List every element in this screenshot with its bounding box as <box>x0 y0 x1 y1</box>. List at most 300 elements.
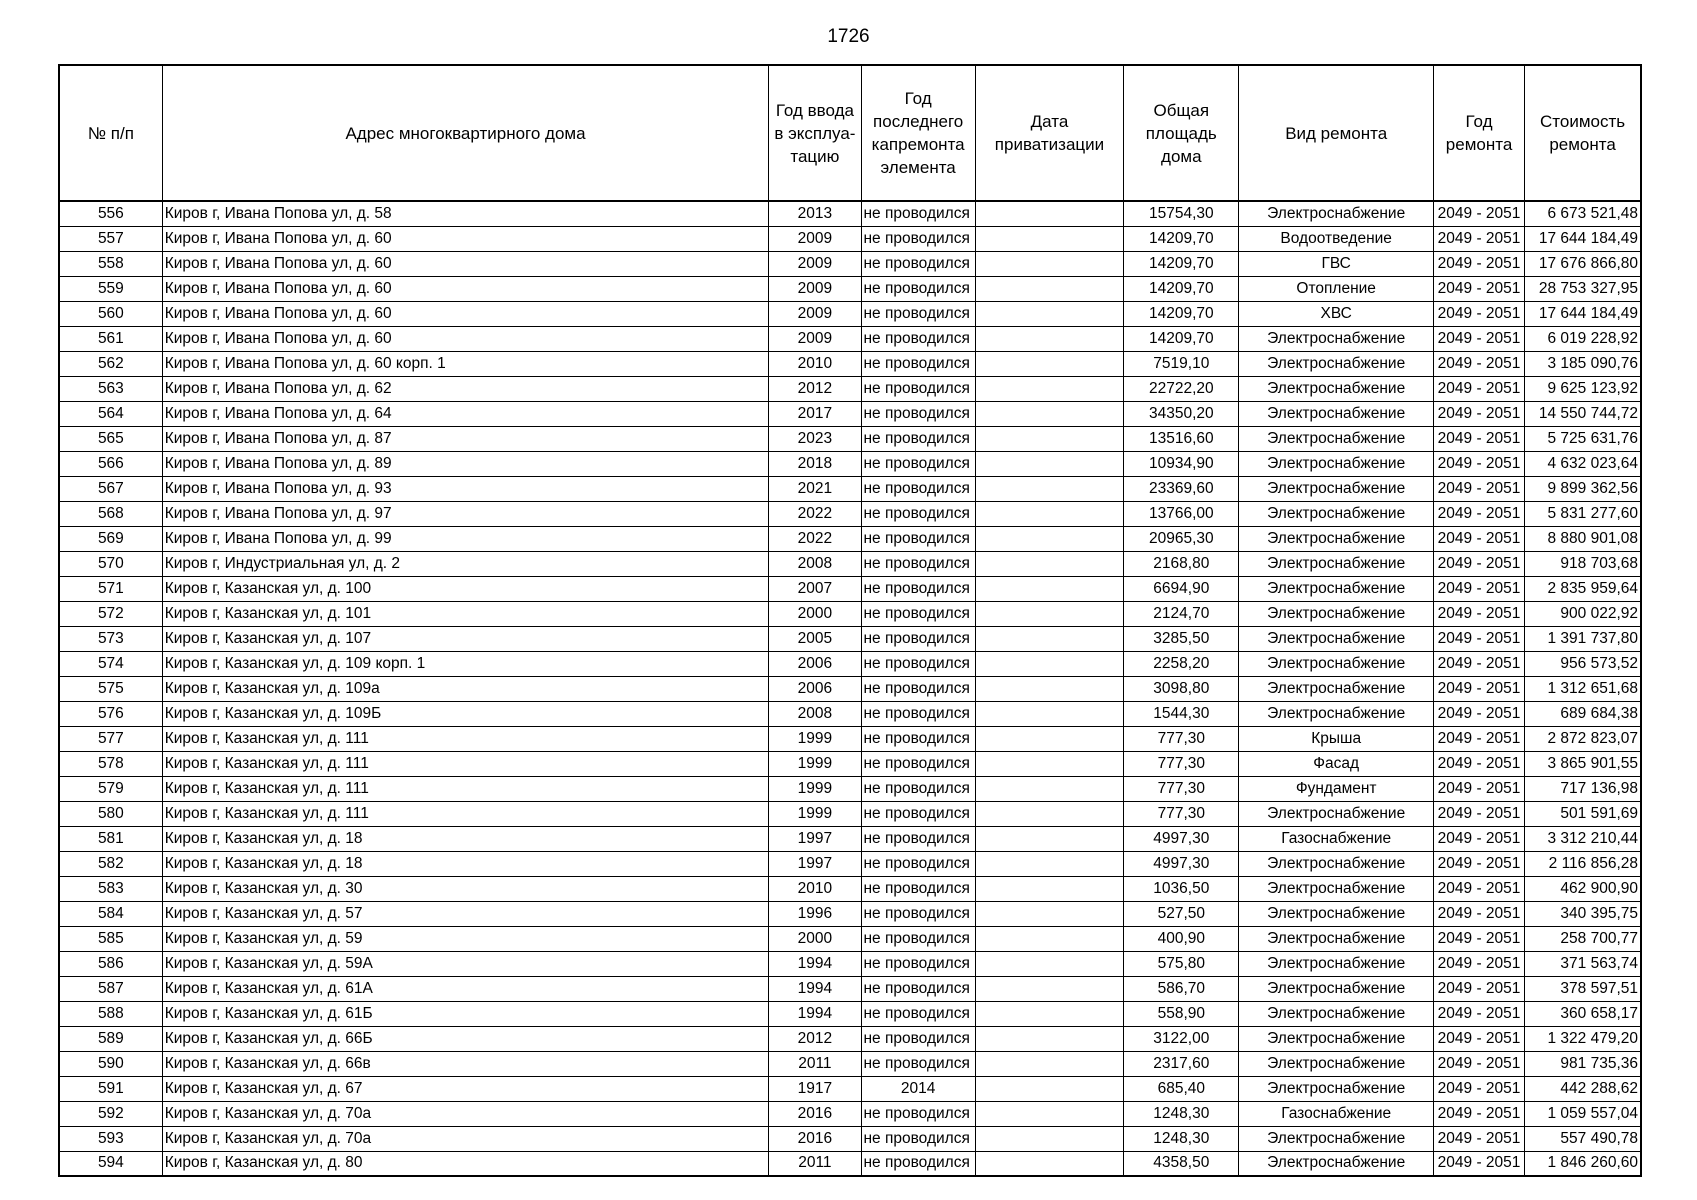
row-repair-type: Электроснабжение <box>1239 901 1433 926</box>
row-repair-year: 2049 - 2051 <box>1433 626 1524 651</box>
row-area: 13516,60 <box>1124 426 1239 451</box>
row-privatization <box>975 651 1123 676</box>
row-num: 567 <box>59 476 162 501</box>
row-area: 15754,30 <box>1124 201 1239 226</box>
row-repair-type: Электроснабжение <box>1239 576 1433 601</box>
table-row <box>59 676 1641 701</box>
row-num: 594 <box>59 1151 162 1176</box>
row-privatization <box>975 301 1123 326</box>
header-last-repair: Год последнего капремонта элемента <box>861 65 975 201</box>
row-area: 558,90 <box>1124 1001 1239 1026</box>
row-cost: 689 684,38 <box>1525 701 1641 726</box>
row-area: 2258,20 <box>1124 651 1239 676</box>
row-address: Киров г, Казанская ул, д. 67 <box>162 1076 769 1101</box>
row-repair-year: 2049 - 2051 <box>1433 701 1524 726</box>
row-repair-year: 2049 - 2051 <box>1433 251 1524 276</box>
row-area: 575,80 <box>1124 951 1239 976</box>
row-num: 565 <box>59 426 162 451</box>
row-year-built: 2009 <box>769 251 861 276</box>
row-num: 564 <box>59 401 162 426</box>
row-year-built: 2000 <box>769 601 861 626</box>
table-row <box>59 701 1641 726</box>
row-num: 571 <box>59 576 162 601</box>
row-last-repair: не проводился <box>861 226 975 251</box>
row-repair-type: Электроснабжение <box>1239 551 1433 576</box>
row-repair-type: Электроснабжение <box>1239 1151 1433 1176</box>
row-cost: 14 550 744,72 <box>1525 401 1641 426</box>
row-privatization <box>975 226 1123 251</box>
row-year-built: 2016 <box>769 1101 861 1126</box>
row-last-repair: не проводился <box>861 501 975 526</box>
row-repair-type: Газоснабжение <box>1239 826 1433 851</box>
table-row <box>59 851 1641 876</box>
row-privatization <box>975 426 1123 451</box>
row-area: 3285,50 <box>1124 626 1239 651</box>
row-num: 576 <box>59 701 162 726</box>
row-address: Киров г, Ивана Попова ул, д. 87 <box>162 426 769 451</box>
row-repair-year: 2049 - 2051 <box>1433 476 1524 501</box>
row-address: Киров г, Казанская ул, д. 18 <box>162 851 769 876</box>
row-privatization <box>975 1151 1123 1176</box>
row-cost: 3 185 090,76 <box>1525 351 1641 376</box>
header-address: Адрес многоквартирного дома <box>162 65 769 201</box>
row-year-built: 2012 <box>769 1026 861 1051</box>
row-repair-type: Газоснабжение <box>1239 1101 1433 1126</box>
row-repair-year: 2049 - 2051 <box>1433 201 1524 226</box>
row-cost: 918 703,68 <box>1525 551 1641 576</box>
row-year-built: 2006 <box>769 651 861 676</box>
row-last-repair: не проводился <box>861 601 975 626</box>
row-repair-year: 2049 - 2051 <box>1433 576 1524 601</box>
row-privatization <box>975 1076 1123 1101</box>
row-year-built: 2007 <box>769 576 861 601</box>
row-num: 583 <box>59 876 162 901</box>
header-cost: Стоимость ремонта <box>1525 65 1641 201</box>
row-privatization <box>975 976 1123 1001</box>
row-cost: 17 644 184,49 <box>1525 301 1641 326</box>
row-address: Киров г, Казанская ул, д. 101 <box>162 601 769 626</box>
row-cost: 258 700,77 <box>1525 926 1641 951</box>
row-area: 22722,20 <box>1124 376 1239 401</box>
row-repair-year: 2049 - 2051 <box>1433 1151 1524 1176</box>
row-privatization <box>975 926 1123 951</box>
row-year-built: 2017 <box>769 401 861 426</box>
row-num: 588 <box>59 1001 162 1026</box>
row-repair-type: Фасад <box>1239 751 1433 776</box>
row-privatization <box>975 601 1123 626</box>
row-repair-year: 2049 - 2051 <box>1433 451 1524 476</box>
row-repair-year: 2049 - 2051 <box>1433 901 1524 926</box>
row-year-built: 1999 <box>769 801 861 826</box>
table-row <box>59 651 1641 676</box>
row-num: 577 <box>59 726 162 751</box>
row-last-repair: не проводился <box>861 1101 975 1126</box>
row-address: Киров г, Ивана Попова ул, д. 62 <box>162 376 769 401</box>
row-privatization <box>975 501 1123 526</box>
row-privatization <box>975 376 1123 401</box>
row-last-repair: не проводился <box>861 351 975 376</box>
row-year-built: 1997 <box>769 826 861 851</box>
row-cost: 360 658,17 <box>1525 1001 1641 1026</box>
row-year-built: 2022 <box>769 526 861 551</box>
table-row <box>59 251 1641 276</box>
row-num: 581 <box>59 826 162 851</box>
row-num: 570 <box>59 551 162 576</box>
table-row <box>59 501 1641 526</box>
row-address: Киров г, Казанская ул, д. 57 <box>162 901 769 926</box>
table-row <box>59 1051 1641 1076</box>
row-last-repair: не проводился <box>861 726 975 751</box>
row-cost: 3 865 901,55 <box>1525 751 1641 776</box>
row-num: 586 <box>59 951 162 976</box>
row-privatization <box>975 526 1123 551</box>
row-cost: 2 835 959,64 <box>1525 576 1641 601</box>
row-cost: 1 391 737,80 <box>1525 626 1641 651</box>
row-last-repair: не проводился <box>861 451 975 476</box>
table-row <box>59 826 1641 851</box>
row-area: 34350,20 <box>1124 401 1239 426</box>
row-privatization <box>975 1101 1123 1126</box>
row-num: 579 <box>59 776 162 801</box>
row-cost: 501 591,69 <box>1525 801 1641 826</box>
row-num: 566 <box>59 451 162 476</box>
row-address: Киров г, Казанская ул, д. 111 <box>162 726 769 751</box>
row-last-repair: не проводился <box>861 1151 975 1176</box>
row-repair-year: 2049 - 2051 <box>1433 1126 1524 1151</box>
row-area: 14209,70 <box>1124 326 1239 351</box>
row-area: 14209,70 <box>1124 276 1239 301</box>
row-num: 589 <box>59 1026 162 1051</box>
row-last-repair: не проводился <box>861 326 975 351</box>
row-num: 575 <box>59 676 162 701</box>
row-year-built: 2010 <box>769 876 861 901</box>
row-repair-year: 2049 - 2051 <box>1433 1076 1524 1101</box>
row-cost: 2 116 856,28 <box>1525 851 1641 876</box>
row-privatization <box>975 826 1123 851</box>
row-cost: 9 625 123,92 <box>1525 376 1641 401</box>
row-repair-year: 2049 - 2051 <box>1433 851 1524 876</box>
row-area: 2317,60 <box>1124 1051 1239 1076</box>
row-repair-type: Крыша <box>1239 726 1433 751</box>
row-repair-type: Электроснабжение <box>1239 201 1433 226</box>
row-privatization <box>975 1001 1123 1026</box>
row-privatization <box>975 626 1123 651</box>
row-address: Киров г, Ивана Попова ул, д. 60 <box>162 326 769 351</box>
row-repair-type: Фундамент <box>1239 776 1433 801</box>
row-area: 14209,70 <box>1124 251 1239 276</box>
row-privatization <box>975 851 1123 876</box>
header-year-built: Год ввода в эксплуа-тацию <box>769 65 861 201</box>
row-year-built: 2009 <box>769 226 861 251</box>
row-area: 777,30 <box>1124 801 1239 826</box>
row-repair-type: Электроснабжение <box>1239 326 1433 351</box>
table-row <box>59 1026 1641 1051</box>
row-year-built: 2009 <box>769 301 861 326</box>
table-row <box>59 776 1641 801</box>
table-row <box>59 226 1641 251</box>
row-year-built: 2009 <box>769 276 861 301</box>
row-year-built: 1994 <box>769 976 861 1001</box>
row-last-repair: не проводился <box>861 951 975 976</box>
row-num: 560 <box>59 301 162 326</box>
row-area: 4997,30 <box>1124 826 1239 851</box>
row-last-repair: не проводился <box>861 701 975 726</box>
row-area: 4358,50 <box>1124 1151 1239 1176</box>
row-repair-type: Электроснабжение <box>1239 526 1433 551</box>
row-last-repair: не проводился <box>861 826 975 851</box>
row-repair-type: Отопление <box>1239 276 1433 301</box>
row-privatization <box>975 351 1123 376</box>
row-repair-year: 2049 - 2051 <box>1433 326 1524 351</box>
row-address: Киров г, Казанская ул, д. 59А <box>162 951 769 976</box>
row-repair-type: Электроснабжение <box>1239 1001 1433 1026</box>
row-last-repair: не проводился <box>861 401 975 426</box>
table-row <box>59 1076 1641 1101</box>
row-privatization <box>975 251 1123 276</box>
row-last-repair: не проводился <box>861 276 975 301</box>
row-repair-year: 2049 - 2051 <box>1433 276 1524 301</box>
row-cost: 4 632 023,64 <box>1525 451 1641 476</box>
row-last-repair: не проводился <box>861 901 975 926</box>
row-address: Киров г, Ивана Попова ул, д. 60 <box>162 226 769 251</box>
row-address: Киров г, Ивана Попова ул, д. 60 <box>162 276 769 301</box>
row-area: 685,40 <box>1124 1076 1239 1101</box>
row-privatization <box>975 1126 1123 1151</box>
row-address: Киров г, Казанская ул, д. 111 <box>162 801 769 826</box>
table-row <box>59 201 1641 226</box>
table-row <box>59 276 1641 301</box>
row-repair-type: Электроснабжение <box>1239 851 1433 876</box>
row-num: 572 <box>59 601 162 626</box>
header-num: № п/п <box>59 65 162 201</box>
row-repair-type: Электроснабжение <box>1239 651 1433 676</box>
row-repair-type: Электроснабжение <box>1239 426 1433 451</box>
row-repair-year: 2049 - 2051 <box>1433 801 1524 826</box>
row-last-repair: не проводился <box>861 876 975 901</box>
row-last-repair: 2014 <box>861 1076 975 1101</box>
row-privatization <box>975 1026 1123 1051</box>
row-year-built: 2011 <box>769 1051 861 1076</box>
row-area: 777,30 <box>1124 751 1239 776</box>
row-repair-year: 2049 - 2051 <box>1433 401 1524 426</box>
table-row <box>59 351 1641 376</box>
table-row <box>59 526 1641 551</box>
row-last-repair: не проводился <box>861 926 975 951</box>
row-repair-type: Электроснабжение <box>1239 376 1433 401</box>
row-address: Киров г, Казанская ул, д. 111 <box>162 751 769 776</box>
table-row <box>59 326 1641 351</box>
table-row <box>59 926 1641 951</box>
row-cost: 717 136,98 <box>1525 776 1641 801</box>
table-row <box>59 901 1641 926</box>
header-area: Общая площадь дома <box>1124 65 1239 201</box>
row-cost: 17 676 866,80 <box>1525 251 1641 276</box>
row-cost: 1 322 479,20 <box>1525 1026 1641 1051</box>
table-row <box>59 1101 1641 1126</box>
row-repair-type: Электроснабжение <box>1239 701 1433 726</box>
row-repair-year: 2049 - 2051 <box>1433 776 1524 801</box>
row-area: 10934,90 <box>1124 451 1239 476</box>
row-repair-year: 2049 - 2051 <box>1433 551 1524 576</box>
table-row <box>59 451 1641 476</box>
row-last-repair: не проводился <box>861 976 975 1001</box>
row-privatization <box>975 451 1123 476</box>
row-address: Киров г, Казанская ул, д. 109 корп. 1 <box>162 651 769 676</box>
row-year-built: 1994 <box>769 1001 861 1026</box>
table-row <box>59 951 1641 976</box>
row-last-repair: не проводился <box>861 651 975 676</box>
row-repair-year: 2049 - 2051 <box>1433 751 1524 776</box>
row-year-built: 2013 <box>769 201 861 226</box>
row-repair-year: 2049 - 2051 <box>1433 976 1524 1001</box>
row-privatization <box>975 676 1123 701</box>
row-last-repair: не проводился <box>861 251 975 276</box>
table-row <box>59 376 1641 401</box>
row-repair-year: 2049 - 2051 <box>1433 601 1524 626</box>
row-last-repair: не проводился <box>861 1001 975 1026</box>
row-cost: 1 059 557,04 <box>1525 1101 1641 1126</box>
row-repair-type: Электроснабжение <box>1239 501 1433 526</box>
row-repair-year: 2049 - 2051 <box>1433 1026 1524 1051</box>
row-last-repair: не проводился <box>861 776 975 801</box>
row-last-repair: не проводился <box>861 626 975 651</box>
row-address: Киров г, Казанская ул, д. 107 <box>162 626 769 651</box>
row-cost: 956 573,52 <box>1525 651 1641 676</box>
row-last-repair: не проводился <box>861 801 975 826</box>
row-cost: 462 900,90 <box>1525 876 1641 901</box>
row-last-repair: не проводился <box>861 1126 975 1151</box>
table-row <box>59 401 1641 426</box>
row-last-repair: не проводился <box>861 201 975 226</box>
row-repair-type: Электроснабжение <box>1239 351 1433 376</box>
row-cost: 340 395,75 <box>1525 901 1641 926</box>
row-repair-type: Электроснабжение <box>1239 801 1433 826</box>
row-year-built: 1997 <box>769 851 861 876</box>
row-address: Киров г, Казанская ул, д. 66Б <box>162 1026 769 1051</box>
row-repair-type: Электроснабжение <box>1239 951 1433 976</box>
row-cost: 28 753 327,95 <box>1525 276 1641 301</box>
row-area: 2124,70 <box>1124 601 1239 626</box>
row-privatization <box>975 551 1123 576</box>
row-address: Киров г, Ивана Попова ул, д. 64 <box>162 401 769 426</box>
row-address: Киров г, Ивана Попова ул, д. 58 <box>162 201 769 226</box>
row-repair-year: 2049 - 2051 <box>1433 301 1524 326</box>
row-num: 569 <box>59 526 162 551</box>
row-repair-type: Электроснабжение <box>1239 476 1433 501</box>
row-repair-type: Электроснабжение <box>1239 976 1433 1001</box>
row-num: 558 <box>59 251 162 276</box>
row-repair-year: 2049 - 2051 <box>1433 926 1524 951</box>
table-row <box>59 576 1641 601</box>
row-cost: 900 022,92 <box>1525 601 1641 626</box>
row-address: Киров г, Ивана Попова ул, д. 60 корп. 1 <box>162 351 769 376</box>
table-row <box>59 976 1641 1001</box>
row-num: 584 <box>59 901 162 926</box>
row-repair-type: ГВС <box>1239 251 1433 276</box>
row-year-built: 2006 <box>769 676 861 701</box>
row-repair-type: Электроснабжение <box>1239 676 1433 701</box>
row-address: Киров г, Казанская ул, д. 59 <box>162 926 769 951</box>
row-num: 562 <box>59 351 162 376</box>
row-area: 1248,30 <box>1124 1101 1239 1126</box>
row-privatization <box>975 1051 1123 1076</box>
row-cost: 557 490,78 <box>1525 1126 1641 1151</box>
row-area: 1036,50 <box>1124 876 1239 901</box>
row-area: 14209,70 <box>1124 226 1239 251</box>
row-address: Киров г, Казанская ул, д. 66в <box>162 1051 769 1076</box>
row-repair-type: Электроснабжение <box>1239 626 1433 651</box>
row-cost: 5 725 631,76 <box>1525 426 1641 451</box>
row-address: Киров г, Ивана Попова ул, д. 60 <box>162 251 769 276</box>
row-area: 3098,80 <box>1124 676 1239 701</box>
row-cost: 1 846 260,60 <box>1525 1151 1641 1176</box>
row-cost: 6 019 228,92 <box>1525 326 1641 351</box>
row-year-built: 2022 <box>769 501 861 526</box>
row-address: Киров г, Казанская ул, д. 30 <box>162 876 769 901</box>
row-address: Киров г, Ивана Попова ул, д. 97 <box>162 501 769 526</box>
row-num: 591 <box>59 1076 162 1101</box>
row-cost: 5 831 277,60 <box>1525 501 1641 526</box>
row-address: Киров г, Казанская ул, д. 111 <box>162 776 769 801</box>
row-repair-year: 2049 - 2051 <box>1433 526 1524 551</box>
row-privatization <box>975 901 1123 926</box>
row-address: Киров г, Казанская ул, д. 70а <box>162 1126 769 1151</box>
row-privatization <box>975 801 1123 826</box>
row-num: 585 <box>59 926 162 951</box>
row-year-built: 1917 <box>769 1076 861 1101</box>
row-year-built: 1996 <box>769 901 861 926</box>
row-privatization <box>975 476 1123 501</box>
row-year-built: 1994 <box>769 951 861 976</box>
row-cost: 17 644 184,49 <box>1525 226 1641 251</box>
row-last-repair: не проводился <box>861 426 975 451</box>
row-repair-type: Водоотведение <box>1239 226 1433 251</box>
row-area: 2168,80 <box>1124 551 1239 576</box>
row-repair-type: Электроснабжение <box>1239 451 1433 476</box>
row-num: 593 <box>59 1126 162 1151</box>
row-repair-type: Электроснабжение <box>1239 401 1433 426</box>
row-area: 7519,10 <box>1124 351 1239 376</box>
row-num: 563 <box>59 376 162 401</box>
row-num: 557 <box>59 226 162 251</box>
row-address: Киров г, Казанская ул, д. 61Б <box>162 1001 769 1026</box>
row-repair-type: Электроснабжение <box>1239 1126 1433 1151</box>
row-year-built: 2008 <box>769 551 861 576</box>
row-privatization <box>975 751 1123 776</box>
row-repair-type: Электроснабжение <box>1239 876 1433 901</box>
table-row <box>59 751 1641 776</box>
row-area: 4997,30 <box>1124 851 1239 876</box>
table-body <box>59 201 1641 1176</box>
table-row <box>59 626 1641 651</box>
row-repair-year: 2049 - 2051 <box>1433 351 1524 376</box>
row-privatization <box>975 326 1123 351</box>
row-last-repair: не проводился <box>861 1026 975 1051</box>
row-address: Киров г, Казанская ул, д. 109а <box>162 676 769 701</box>
row-year-built: 2016 <box>769 1126 861 1151</box>
row-area: 777,30 <box>1124 726 1239 751</box>
row-address: Киров г, Ивана Попова ул, д. 99 <box>162 526 769 551</box>
row-year-built: 2021 <box>769 476 861 501</box>
row-privatization <box>975 876 1123 901</box>
table-row <box>59 551 1641 576</box>
row-num: 578 <box>59 751 162 776</box>
row-address: Киров г, Казанская ул, д. 100 <box>162 576 769 601</box>
row-repair-type: ХВС <box>1239 301 1433 326</box>
table-row <box>59 601 1641 626</box>
row-area: 14209,70 <box>1124 301 1239 326</box>
row-last-repair: не проводился <box>861 376 975 401</box>
